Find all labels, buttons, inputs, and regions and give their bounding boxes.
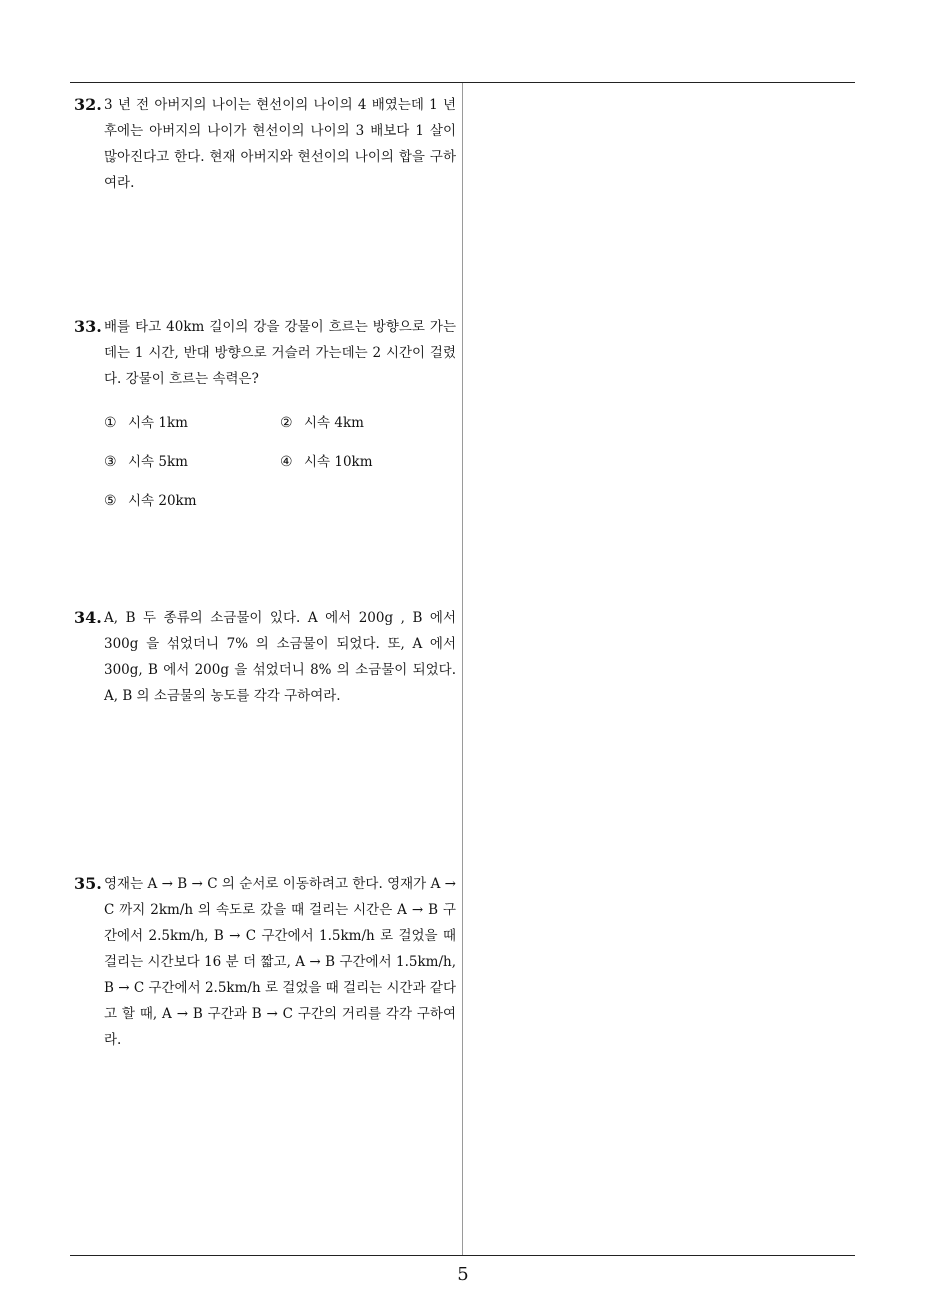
question-32 bbox=[74, 92, 456, 196]
question-number: 33. bbox=[74, 317, 102, 336]
choice-3[interactable] bbox=[104, 449, 280, 475]
question-number: 34. bbox=[74, 608, 102, 627]
question-number: 32. bbox=[74, 95, 102, 114]
choice-mark: ① bbox=[104, 415, 117, 431]
question-text: 3 년 전 아버지의 나이는 현선이의 나이의 4 배였는데 1 년 후에는 아버지의 나이가 현선이의 나이의 3 배보다 1 살이 많아진다고 한다. 현재 아버지와 현선이의 나이의 합을 구하여라. bbox=[104, 97, 456, 191]
question-34 bbox=[74, 605, 456, 709]
question-35 bbox=[74, 871, 456, 1053]
choice-1[interactable] bbox=[104, 410, 280, 436]
choice-4[interactable] bbox=[280, 449, 456, 475]
choice-2[interactable] bbox=[280, 410, 456, 436]
bottom-rule bbox=[70, 1255, 855, 1256]
choice-mark: ② bbox=[280, 415, 293, 431]
page-number: 5 bbox=[457, 1264, 469, 1285]
choice-label: 시속 10km bbox=[304, 454, 373, 470]
choice-row bbox=[104, 410, 456, 449]
question-33 bbox=[74, 314, 456, 527]
choice-label: 시속 1km bbox=[128, 415, 188, 431]
column-divider bbox=[462, 83, 463, 1255]
choice-row bbox=[104, 488, 456, 527]
choice-label: 시속 5km bbox=[128, 454, 188, 470]
question-text: A, B 두 종류의 소금물이 있다. A 에서 200g , B 에서 300g 을 섞었더니 7% 의 소금물이 되었다. 또, A 에서 300g, B 에서 200g 을 섞었더니 8% 의 소금물이 되었다. A, B 의 소금물의 농도를 각각 구하여라. bbox=[104, 610, 456, 704]
choice-label: 시속 20km bbox=[128, 493, 197, 509]
choice-mark: ④ bbox=[280, 454, 293, 470]
choice-label: 시속 4km bbox=[304, 415, 364, 431]
question-text: 배를 타고 40km 길이의 강을 강물이 흐르는 방향으로 가는데는 1 시간, 반대 방향으로 거슬러 가는데는 2 시간이 걸렸다. 강물이 흐르는 속력은? bbox=[104, 319, 456, 387]
answer-choices bbox=[104, 410, 456, 527]
question-text: 영재는 A → B → C 의 순서로 이동하려고 한다. 영재가 A → C 까지 2km/h 의 속도로 갔을 때 걸리는 시간은 A → B 구간에서 2.5km/h, B → C 구간에서 1.5km/h 로 걸었을 때 걸리는 시간보다 16 분 더 짧고, A → B 구간에서 1.5km/h, B → C 구간에서 2.5km/h 로 걸었을 때 걸리는 시간과 같다고 할 때, A → B 구간과 B → C 구간의 거리를 각각 구하여라. bbox=[104, 876, 456, 1048]
choice-mark: ⑤ bbox=[104, 493, 117, 509]
choice-row bbox=[104, 449, 456, 488]
choice-mark: ③ bbox=[104, 454, 117, 470]
choice-5[interactable] bbox=[104, 488, 280, 514]
question-number: 35. bbox=[74, 874, 102, 893]
